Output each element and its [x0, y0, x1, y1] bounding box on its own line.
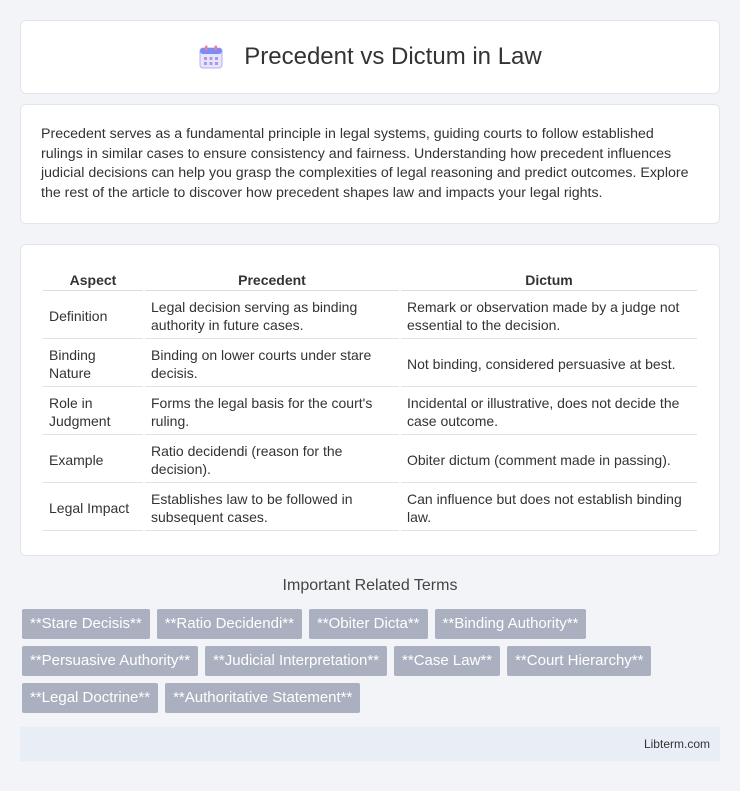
footer-brand-link[interactable]: Libterm.com [643, 737, 710, 751]
cell-precedent: Establishes law to be followed in subsequent cases. [145, 485, 399, 531]
cell-precedent: Binding on lower courts under stare decisis. [145, 341, 399, 387]
term-tag-ratio-decidendi[interactable]: **Ratio Decidendi** [157, 609, 302, 639]
term-tag-judicial-interpretation[interactable]: **Judicial Interpretation** [205, 646, 387, 676]
header-card [20, 20, 720, 94]
column-header-precedent: Precedent [145, 269, 399, 291]
table-row [43, 389, 697, 435]
footer [20, 727, 720, 761]
table-row [43, 485, 697, 531]
term-tag-binding-authority[interactable]: **Binding Authority** [435, 609, 587, 639]
intro-card [20, 104, 720, 224]
term-tag-court-hierarchy[interactable]: **Court Hierarchy** [507, 646, 651, 676]
related-terms-list [22, 609, 722, 713]
cell-dictum: Can influence but does not establish binding law. [401, 485, 697, 531]
table-row [43, 437, 697, 483]
cell-aspect: Legal Impact [43, 485, 143, 531]
related-terms-title: Important Related Terms [282, 577, 458, 594]
cell-precedent: Legal decision serving as binding authority in future cases. [145, 293, 399, 339]
table-row [43, 293, 697, 339]
column-header-dictum: Dictum [401, 269, 697, 291]
cell-aspect: Role in Judgment [43, 389, 143, 435]
cell-dictum: Remark or observation made by a judge not essential to the decision. [401, 293, 697, 339]
calendar-icon [198, 44, 224, 70]
term-tag-stare-decisis[interactable]: **Stare Decisis** [22, 609, 150, 639]
cell-dictum: Incidental or illustrative, does not decide the case outcome. [401, 389, 697, 435]
cell-precedent: Ratio decidendi (reason for the decision). [145, 437, 399, 483]
cell-dictum: Not binding, considered persuasive at best. [401, 341, 697, 387]
term-tag-obiter-dicta[interactable]: **Obiter Dicta** [309, 609, 428, 639]
intro-text: Precedent serves as a fundamental principle in legal systems, guiding courts to follow established rulings in similar cases to ensure consistency and fairness. Understanding how precedent influences judicial decisions can help you grasp the complexities of legal reasoning and predict outcomes. Explore the rest of the article to discover how precedent shapes law and impacts your legal rights. [41, 126, 689, 201]
term-tag-legal-doctrine[interactable]: **Legal Doctrine** [22, 683, 158, 713]
column-header-aspect: Aspect [43, 269, 143, 291]
table-row [43, 341, 697, 387]
term-tag-authoritative-statement[interactable]: **Authoritative Statement** [165, 683, 360, 713]
cell-precedent: Forms the legal basis for the court's ruling. [145, 389, 399, 435]
cell-aspect: Definition [43, 293, 143, 339]
comparison-card [20, 244, 720, 556]
page-title: Precedent vs Dictum in Law [244, 43, 542, 70]
cell-dictum: Obiter dictum (comment made in passing). [401, 437, 697, 483]
table-header-row [43, 269, 697, 291]
term-tag-persuasive-authority[interactable]: **Persuasive Authority** [22, 646, 198, 676]
cell-aspect: Binding Nature [43, 341, 143, 387]
comparison-table [41, 267, 699, 533]
cell-aspect: Example [43, 437, 143, 483]
term-tag-case-law[interactable]: **Case Law** [394, 646, 500, 676]
